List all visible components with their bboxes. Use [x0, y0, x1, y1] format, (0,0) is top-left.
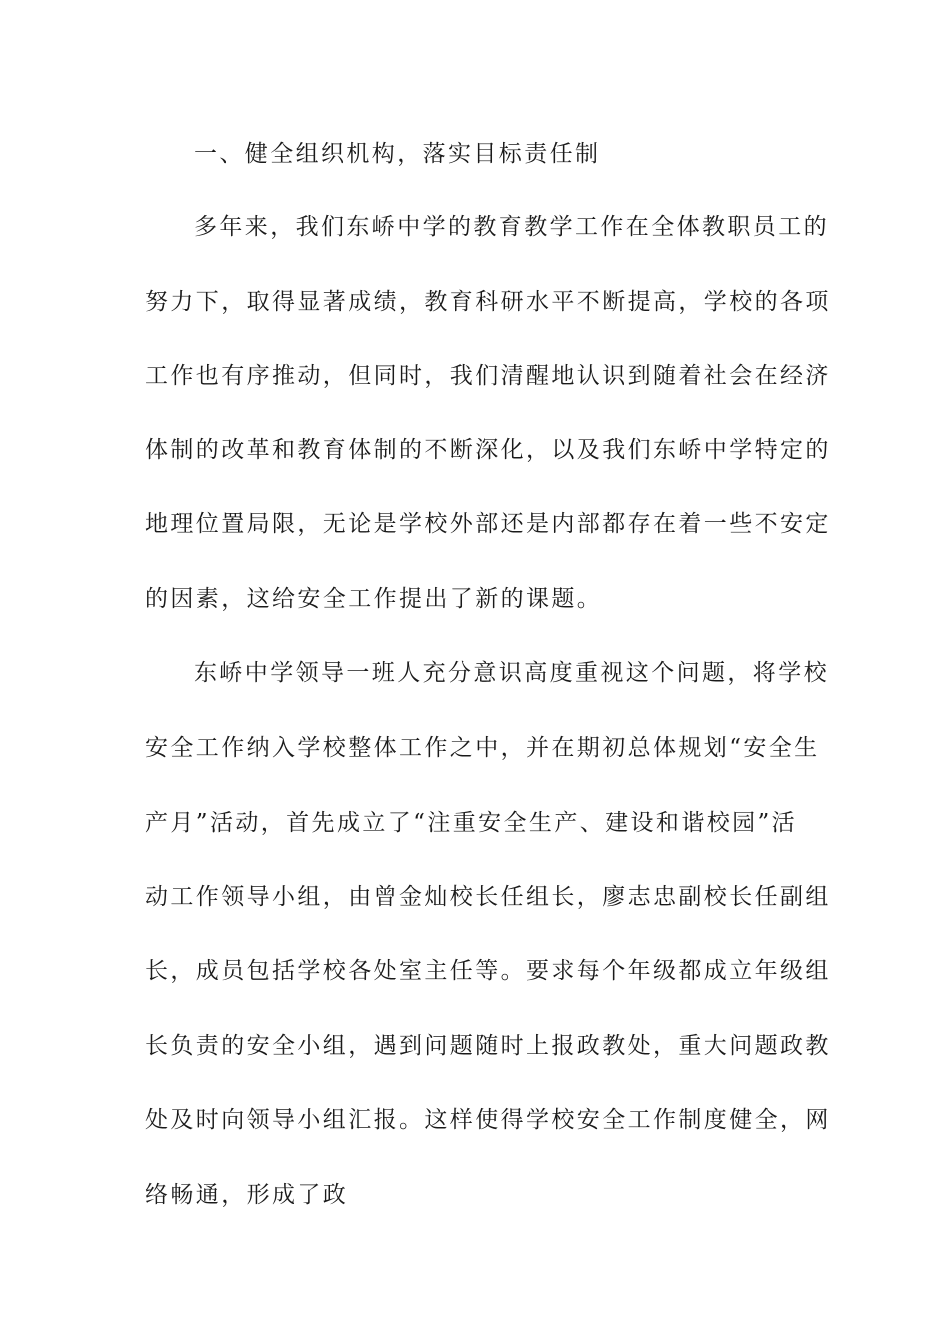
paragraph-2-line-3: 产月”活动，首先成立了“注重安全生产、建设和谐校园”活 [145, 810, 798, 836]
paragraph-2-line-6: 长负责的安全小组，遇到问题随时上报政教处，重大问题政教 [145, 1033, 831, 1059]
paragraph-2-line-1: 东峤中学领导一班人充分意识高度重视这个问题，将学校 [194, 660, 829, 686]
paragraph-1-line-6: 的因素，这给安全工作提出了新的课题。 [145, 586, 603, 612]
paragraph-2-line-4: 动工作领导小组，由曾金灿校长任组长，廖志忠副校长任副组 [145, 884, 831, 910]
paragraph-2-line-2: 安全工作纳入学校整体工作之中，并在期初总体规划“安全生 [145, 735, 820, 761]
paragraph-2-line-5: 长，成员包括学校各处室主任等。要求每个年级都成立年级组 [145, 958, 831, 984]
paragraph-1-line-3: 工作也有序推动，但同时，我们清醒地认识到随着社会在经济 [145, 363, 831, 389]
section-heading: 一、健全组织机构，落实目标责任制 [194, 141, 601, 167]
paragraph-1-line-5: 地理位置局限，无论是学校外部还是内部都存在着一些不安定 [145, 511, 831, 537]
paragraph-1-line-4: 体制的改革和教育体制的不断深化，以及我们东峤中学特定的 [145, 437, 831, 463]
paragraph-1-line-2: 努力下，取得显著成绩，教育科研水平不断提高，学校的各项 [145, 289, 831, 315]
paragraph-2-line-7: 处及时向领导小组汇报。这样使得学校安全工作制度健全，网 [145, 1107, 831, 1133]
paragraph-1-line-1: 多年来，我们东峤中学的教育教学工作在全体教职员工的 [194, 214, 829, 240]
paragraph-2-line-8: 络畅通，形成了政 [145, 1182, 349, 1208]
